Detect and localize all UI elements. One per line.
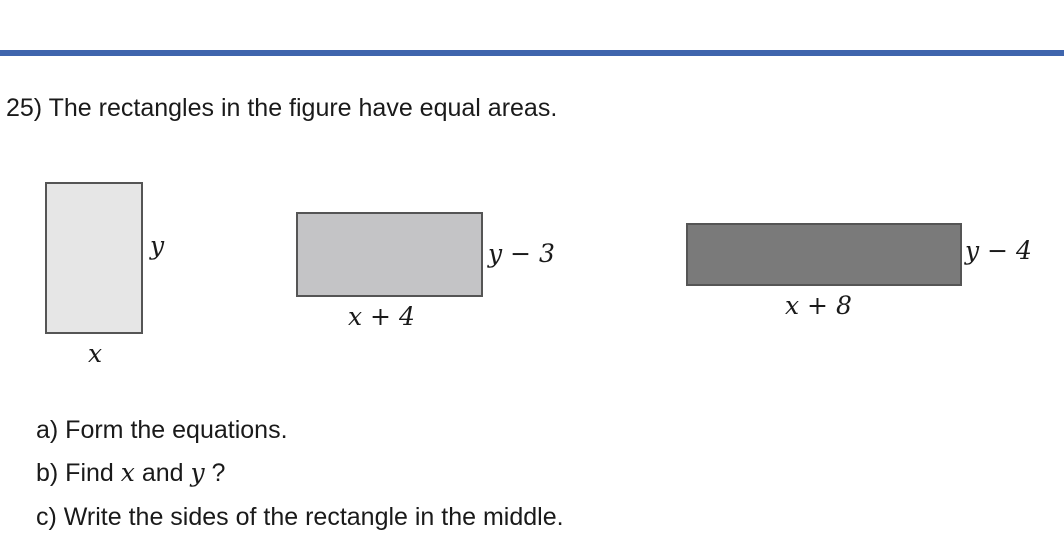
rectangle-3-side-label: y − 4 xyxy=(965,236,1032,265)
rectangle-2-side-label: y − 3 xyxy=(488,239,555,268)
part-b-suffix: ? xyxy=(204,459,226,487)
top-divider-line xyxy=(0,50,1064,56)
part-b xyxy=(36,457,225,489)
rectangle-2 xyxy=(296,212,483,297)
part-b-prefix: b) Find xyxy=(36,459,121,487)
part-b-variable-x: x xyxy=(120,458,135,487)
rectangle-1-bottom-label: x xyxy=(88,339,103,368)
part-a: a) Form the equations. xyxy=(36,416,288,444)
rectangle-1 xyxy=(45,182,143,334)
rectangle-3-bottom-label: x + 8 xyxy=(785,291,852,320)
part-b-middle: and xyxy=(134,459,191,487)
question-title: 25) The rectangles in the figure have equal areas. xyxy=(6,94,558,122)
rectangle-3 xyxy=(686,223,962,286)
rectangle-1-side-label: y xyxy=(150,231,165,260)
rectangle-2-bottom-label: x + 4 xyxy=(348,302,415,331)
part-c: c) Write the sides of the rectangle in the middle. xyxy=(36,503,564,531)
part-b-variable-y: y xyxy=(190,458,205,487)
